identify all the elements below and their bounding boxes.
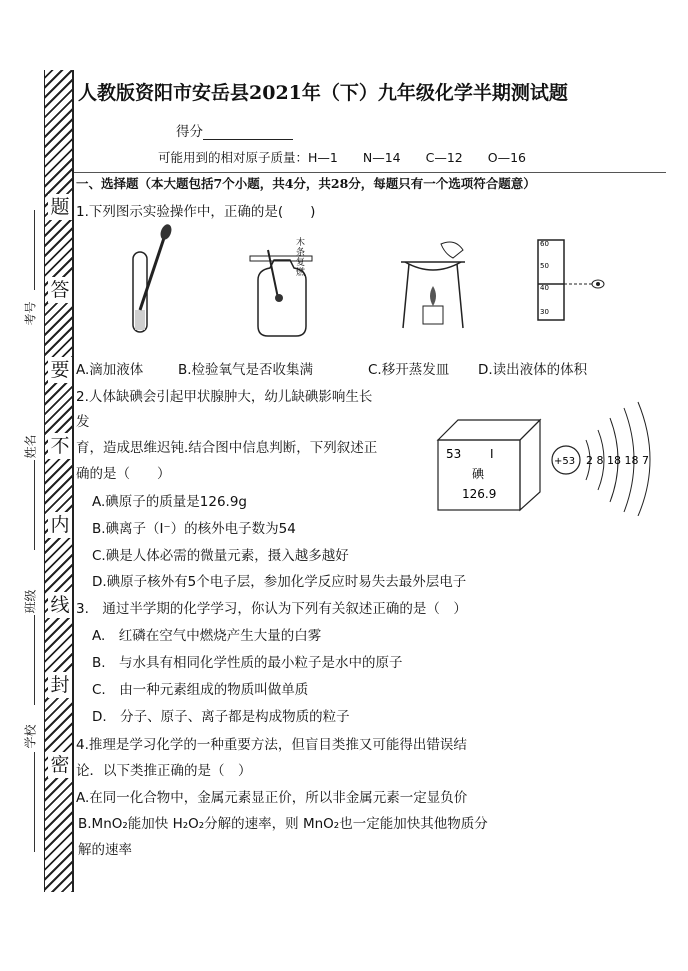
q3-option-a[interactable]: A. 红磷在空气中燃烧产生大量的白雾	[92, 628, 322, 644]
q2-stem-line-1: 2.人体缺碘会引起甲状腺肿大，幼儿缺碘影响生长	[76, 389, 373, 405]
field-line-exam-number[interactable]	[34, 210, 35, 290]
q3-option-b[interactable]: B. 与水具有相同化学性质的最小粒子是水中的原子	[92, 655, 403, 671]
element-name: 碘	[472, 467, 485, 481]
binding-margin-outer-line	[44, 70, 45, 892]
q2-element-cell	[436, 418, 542, 512]
field-label-exam-number: 考号	[23, 301, 38, 326]
element-symbol: I	[490, 447, 494, 461]
seal-char-6: 线	[48, 592, 72, 618]
seal-char-8: 密	[48, 752, 72, 778]
q1-figure-c-evaporating-dish	[395, 236, 475, 332]
cylinder-tick-label: 30	[540, 308, 549, 316]
q1-figure-a-dropper-tube	[118, 222, 178, 340]
q2-option-b[interactable]: B.碘离子（I⁻）的核外电子数为54	[92, 521, 296, 537]
q1-option-d[interactable]: D.读出液体的体积	[478, 362, 588, 378]
field-label-name: 姓名	[23, 434, 38, 459]
header-rule	[74, 172, 666, 173]
score-row	[176, 120, 293, 140]
cylinder-tick-label: 50	[540, 262, 549, 270]
q1-figure-b-label-char: 燃	[296, 268, 306, 278]
q1-figure-d-graduated-cylinder	[520, 236, 610, 322]
q2-stem-line-4: 确的是（ ）	[76, 466, 171, 482]
q4-stem-line-2: 论．以下类推正确的是（ ）	[76, 763, 252, 779]
field-label-class: 班级	[23, 589, 38, 614]
q3-stem: 3. 通过半学期的化学学习，你认为下列有关叙述正确的是（ ）	[76, 601, 467, 617]
atomic-mass-note: 可能用到的相对原子质量：H—1 N—14 C—12 O—16	[158, 150, 526, 165]
seal-char-3: 要	[48, 357, 72, 383]
seal-char-5: 内	[48, 512, 72, 538]
q4-option-b[interactable]: B.MnO₂能加快 H₂O₂分解的速率，则 MnO₂也一定能加快其他物质分	[78, 816, 488, 832]
atom-electron-shells: 2 8 18 18 7	[586, 454, 649, 467]
cylinder-tick-label: 40	[540, 284, 549, 292]
atom-nucleus-charge: +53	[554, 456, 576, 467]
q4-option-b-continued: 解的速率	[78, 842, 132, 858]
page-title: 人教版资阳市安岳县2021年（下）九年级化学半期测试题	[78, 82, 568, 104]
binding-margin-border	[72, 70, 74, 892]
q1-option-b[interactable]: B.检验氧气是否收集满	[178, 362, 314, 378]
q2-option-d[interactable]: D.碘原子核外有5个电子层，参加化学反应时易失去最外层电子	[92, 574, 467, 590]
q2-option-c[interactable]: C.碘是人体必需的微量元素，摄入越多越好	[92, 548, 349, 564]
q2-stem-line-2: 发	[76, 414, 90, 430]
q1-figure-b-gas-bottle	[238, 240, 328, 340]
q1-figure-b-label-char: 复	[296, 258, 306, 268]
q2-option-a[interactable]: A.碘原子的质量是126.9g	[92, 494, 248, 510]
q1-option-c[interactable]: C.移开蒸发皿	[368, 362, 450, 378]
q3-option-c[interactable]: C. 由一种元素组成的物质叫做单质	[92, 682, 309, 698]
element-mass: 126.9	[462, 487, 497, 501]
field-line-class[interactable]	[34, 615, 35, 705]
cylinder-tick-label: 60	[540, 240, 549, 248]
q3-option-d[interactable]: D. 分子、原子、离子都是构成物质的粒子	[92, 709, 350, 725]
score-blank[interactable]	[203, 125, 293, 140]
q2-atom-structure-diagram	[550, 400, 670, 516]
q1-option-a[interactable]: A.滴加液体	[76, 362, 144, 378]
seal-char-4: 不	[48, 433, 72, 459]
score-label: 得分	[176, 124, 203, 140]
field-line-name[interactable]	[34, 460, 35, 550]
seal-char-2: 答	[48, 277, 72, 303]
q2-stem-line-3: 育，造成思维迟钝.结合图中信息判断，下列叙述正	[76, 440, 378, 456]
field-line-school[interactable]	[34, 752, 35, 852]
q1-figure-b-label-char: 木	[296, 238, 306, 248]
seal-char-7: 封	[48, 672, 72, 698]
seal-char-1: 题	[48, 194, 72, 220]
section-heading: 一、选择题（本大题包括7个小题，共4分，共28分，每题只有一个选项符合题意）	[76, 176, 536, 191]
q4-stem-line-1: 4.推理是学习化学的一种重要方法，但盲目类推又可能得出错误结	[76, 737, 467, 753]
q1-figure-b-label-char: 条	[296, 248, 306, 258]
q4-option-a[interactable]: A.在同一化合物中，金属元素显正价，所以非金属元素一定显负价	[76, 790, 468, 806]
field-label-school: 学校	[23, 724, 38, 749]
q1-figure-b-label	[296, 238, 306, 278]
q1-stem: 1.下列图示实验操作中，正确的是( )	[76, 204, 316, 220]
element-number: 53	[446, 447, 462, 461]
